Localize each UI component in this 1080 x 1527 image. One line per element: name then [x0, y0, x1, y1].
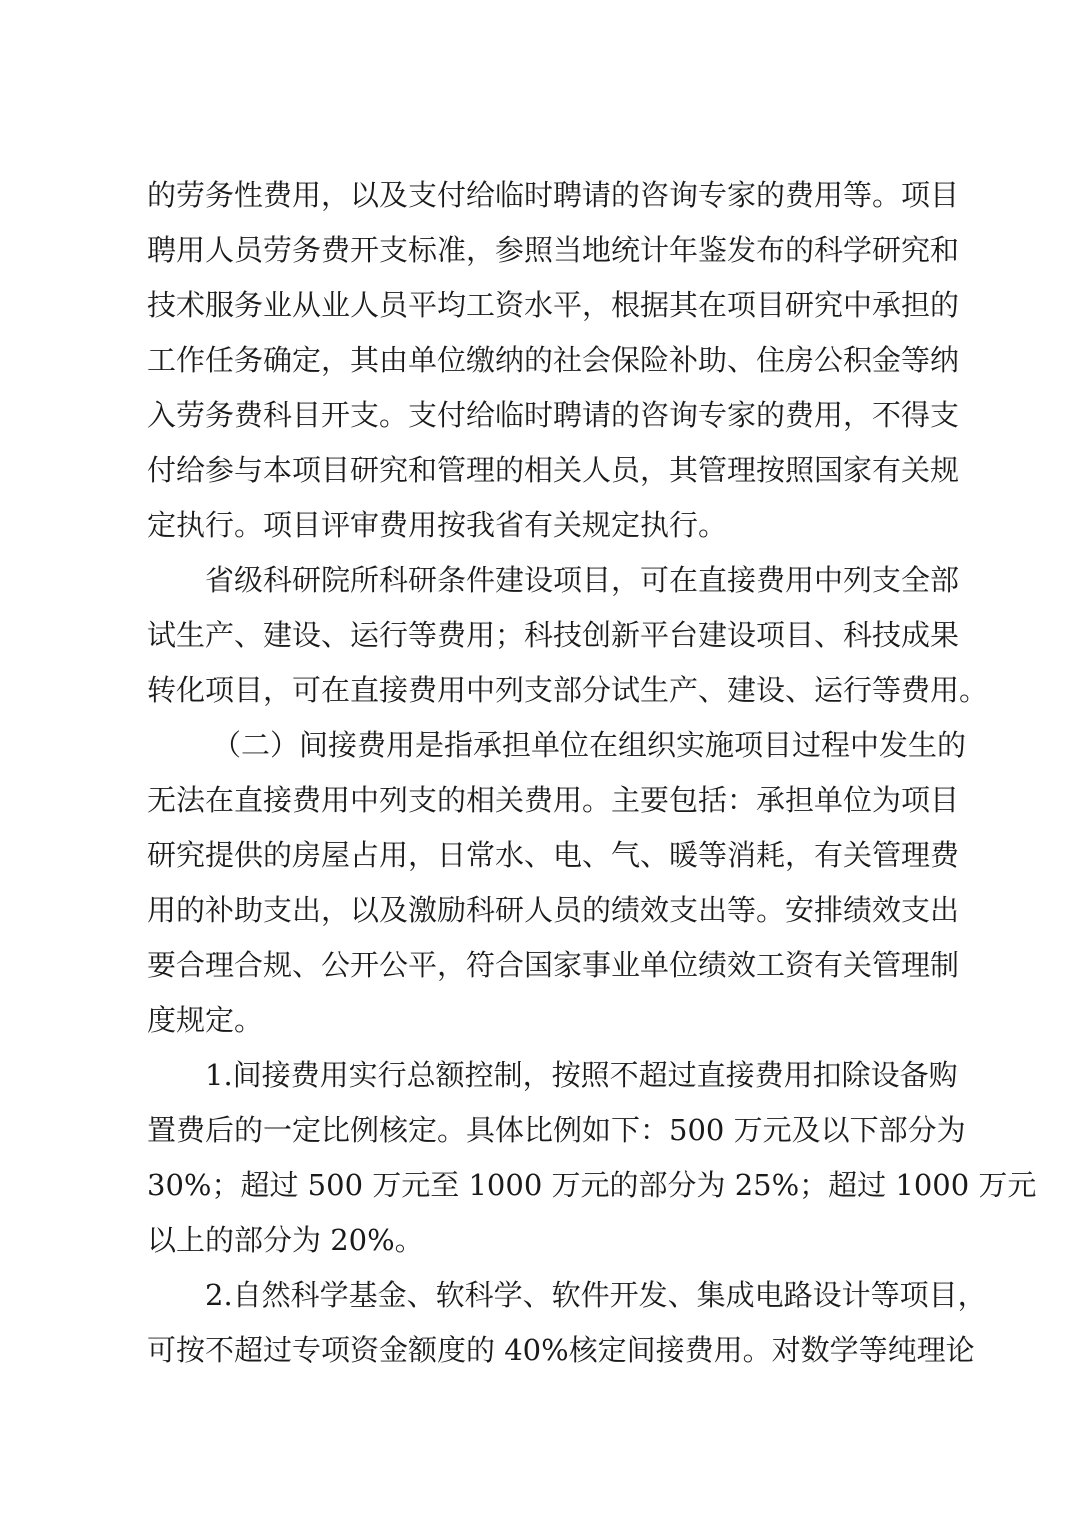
text-line: 付给参与本项目研究和管理的相关人员，其管理按照国家有关规	[147, 453, 960, 487]
text-line: 定执行。项目评审费用按我省有关规定执行。	[147, 508, 728, 542]
text-line: 试生产、建设、运行等费用；科技创新平台建设项目、科技成果	[147, 618, 960, 652]
text-line: 30%；超过 500 万元至 1000 万元的部分为 25%；超过 1000 万元	[147, 1168, 1037, 1202]
text-line: 1.间接费用实行总额控制，按照不超过直接费用扣除设备购	[205, 1058, 958, 1092]
text-line: 聘用人员劳务费开支标准，参照当地统计年鉴发布的科学研究和	[147, 233, 960, 267]
text-line: 以上的部分为 20%。	[147, 1223, 424, 1257]
text-line: 要合理合规、公开公平，符合国家事业单位绩效工资有关管理制	[147, 948, 960, 982]
text-line: 的劳务性费用，以及支付给临时聘请的咨询专家的费用等。项目	[147, 178, 960, 212]
text-line: 转化项目，可在直接费用中列支部分试生产、建设、运行等费用。	[147, 673, 989, 707]
text-line: 入劳务费科目开支。支付给临时聘请的咨询专家的费用，不得支	[147, 398, 960, 432]
text-line: 工作任务确定，其由单位缴纳的社会保险补助、住房公积金等纳	[147, 343, 960, 377]
text-line: 度规定。	[147, 1003, 264, 1037]
text-line: 技术服务业从业人员平均工资水平，根据其在项目研究中承担的	[147, 288, 960, 322]
text-line: 省级科研院所科研条件建设项目，可在直接费用中列支全部	[205, 563, 960, 597]
text-line: 用的补助支出，以及激励科研人员的绩效支出等。安排绩效支出	[147, 893, 960, 927]
text-line: 可按不超过专项资金额度的 40%核定间接费用。对数学等纯理论	[147, 1333, 975, 1367]
text-line: 研究提供的房屋占用，日常水、电、气、暖等消耗，有关管理费	[147, 838, 960, 872]
text-line: 2.自然科学基金、软科学、软件开发、集成电路设计等项目，	[205, 1278, 987, 1312]
text-line: （二）间接费用是指承担单位在组织实施项目过程中发生的	[212, 728, 967, 762]
text-line: 无法在直接费用中列支的相关费用。主要包括：承担单位为项目	[147, 783, 960, 817]
text-line: 置费后的一定比例核定。具体比例如下：500 万元及以下部分为	[147, 1113, 966, 1147]
